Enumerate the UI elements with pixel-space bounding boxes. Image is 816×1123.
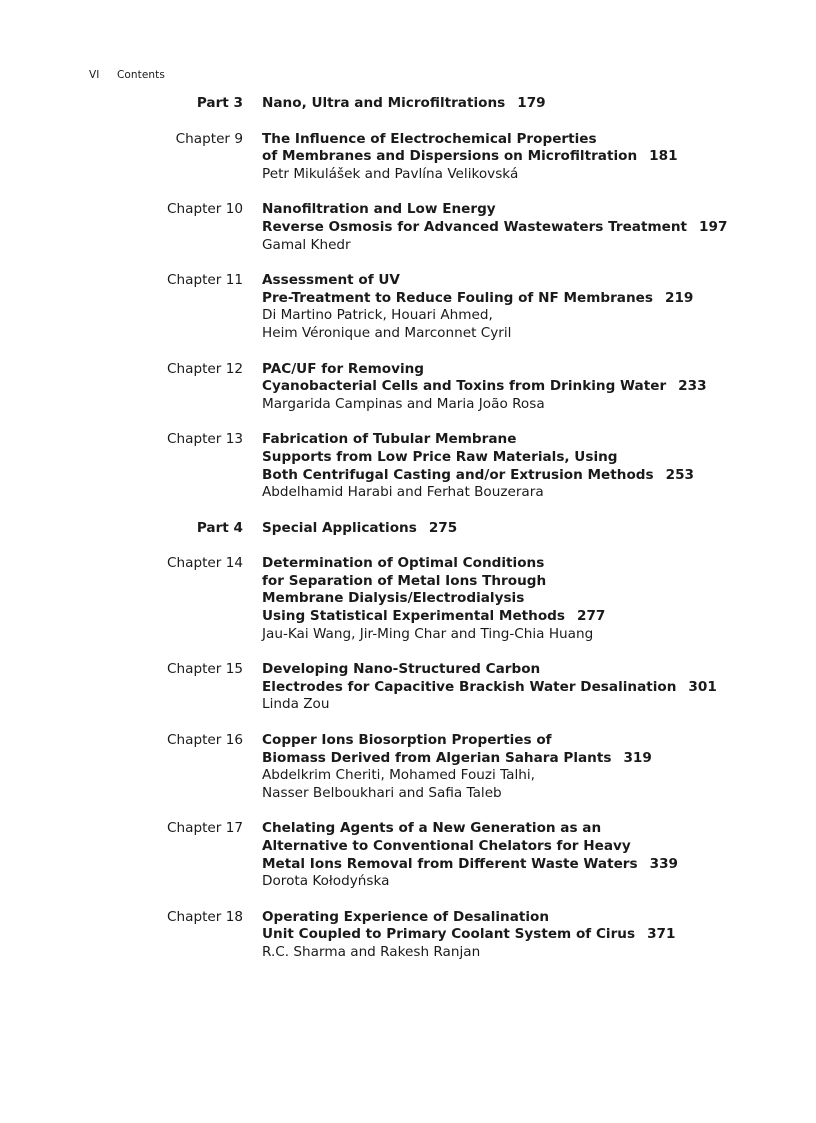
entry-title-text: Both Centrifugal Casting and/or Extrusion Methods [262,466,654,483]
entry-body [262,520,782,538]
entry-title-text: Electrodes for Capacitive Brackish Water Desalination [262,678,677,695]
entry-body [262,95,782,113]
entry-title-line [262,148,782,166]
entry-title-line [262,926,782,944]
entry-title-text: Supports from Low Price Raw Materials, Using [262,448,618,465]
chapter-label: Chapter 11 [167,272,243,289]
chapter-label: Chapter 17 [167,820,243,837]
toc-chapter-entry[interactable] [0,909,816,962]
entry-body [262,732,782,802]
toc-part-entry[interactable] [0,520,816,538]
entry-title-line [262,820,782,838]
entry-authors: Dorota Kołodyńska [262,873,390,890]
chapter-label: Chapter 13 [167,431,243,448]
chapter-label: Chapter 14 [167,555,243,572]
entry-title-line [262,838,782,856]
entry-title-line [262,732,782,750]
entry-title-line [262,573,782,591]
entry-authors: Gamal Khedr [262,236,351,253]
entry-title-line [262,590,782,608]
entry-title-line [262,290,782,308]
entry-title-line [262,750,782,768]
entry-title-line [262,431,782,449]
entry-title-line [262,361,782,379]
entry-title-text: Cyanobacterial Cells and Toxins from Drinking Water [262,378,667,395]
page-number[interactable]: 253 [665,466,695,483]
entry-authors: Linda Zou [262,696,330,713]
entry-title-line [262,219,782,237]
toc-chapter-entry[interactable] [0,661,816,714]
entry-title-line [262,679,782,697]
page-number[interactable]: 339 [649,855,678,872]
entry-authors: Abdelkrim Cheriti, Mohamed Fouzi Talhi, [262,767,536,784]
entry-title-text: Alternative to Conventional Chelators for Heavy [262,838,631,854]
page-number[interactable]: 371 [647,926,676,943]
entry-title-text: Developing Nano-Structured Carbon [262,661,541,678]
entry-authors: R.C. Sharma and Rakesh Ranjan [262,943,481,960]
page-number[interactable]: 219 [664,289,694,306]
entry-title-text: of Membranes and Dispersions on Microfiltration [262,148,638,165]
entry-body [262,201,782,254]
running-head-title: Contents [116,69,165,81]
toc-chapter-entry[interactable] [0,820,816,890]
chapter-label: Chapter 9 [175,130,243,147]
entry-title-text: PAC/UF for Removing [262,360,425,377]
chapter-label: Chapter 10 [167,201,243,218]
entry-body [262,909,782,962]
entry-title-line [262,449,782,467]
entry-title-text: Operating Experience of Desalination [262,908,550,925]
entry-title-line [262,378,782,396]
entry-title-text: Special Applications [262,519,417,536]
page-number[interactable]: 275 [428,519,458,536]
entry-body [262,431,782,501]
toc-chapter-entry[interactable] [0,732,816,802]
toc-part-entry[interactable] [0,95,816,113]
entry-authors: Margarida Campinas and Maria João Rosa [262,395,545,412]
entry-title-text: Nano, Ultra and Microfiltrations [262,95,506,111]
page-number[interactable]: 319 [623,749,652,766]
toc-chapter-entry[interactable] [0,555,816,643]
entry-authors: Abdelhamid Harabi and Ferhat Bouzerara [262,484,544,501]
toc-chapter-entry[interactable] [0,272,816,342]
entry-title-text: Using Statistical Experimental Methods [262,608,565,625]
entry-title-text: Membrane Dialysis/Electrodialysis [262,590,525,607]
entry-title-text: Determination of Optimal Conditions [262,555,545,572]
entry-title-line [262,555,782,573]
running-head [89,69,165,81]
page-number[interactable]: 197 [699,218,728,235]
entry-title-line [262,95,782,113]
entry-title-text: Metal Ions Removal from Different Waste Waters [262,855,638,872]
entry-body [262,272,782,342]
page-number[interactable]: 301 [688,678,717,695]
entry-body [262,820,782,890]
entry-body [262,661,782,714]
entry-authors: Di Martino Patrick, Houari Ahmed, [262,307,493,324]
entry-authors: Heim Véronique and Marconnet Cyril [262,324,512,341]
toc-chapter-entry[interactable] [0,201,816,254]
page-number[interactable]: 181 [649,148,678,165]
chapter-label: Chapter 15 [167,661,243,678]
entry-title-text: Biomass Derived from Algerian Sahara Plants [262,749,612,766]
entry-authors: Nasser Belboukhari and Safia Taleb [262,784,502,801]
entry-title-text: Chelating Agents of a New Generation as an [262,820,602,837]
chapter-label: Chapter 16 [167,732,243,749]
page-folio: VI [89,69,100,81]
chapter-label: Chapter 12 [167,360,243,377]
entry-authors: Jau-Kai Wang, Jir-Ming Char and Ting-Chia Huang [262,625,594,642]
entry-title-line [262,272,782,290]
entry-title-text: The Influence of Electrochemical Properties [262,130,597,147]
entry-title-line [262,909,782,927]
entry-body [262,361,782,414]
entry-authors: Petr Mikulášek and Pavlína Velikovská [262,165,519,182]
entry-title-text: Assessment of UV [262,272,400,289]
toc-chapter-entry[interactable] [0,131,816,184]
entry-title-line [262,661,782,679]
entry-title-text: Nanofiltration and Low Energy [262,201,496,218]
entry-title-text: Pre-Treatment to Reduce Fouling of NF Membranes [262,289,653,306]
entry-title-line [262,856,782,874]
part-label: Part 4 [196,519,243,536]
entry-title-line [262,520,782,538]
chapter-label: Chapter 18 [167,908,243,925]
entry-title-line [262,467,782,485]
entry-title-text: Reverse Osmosis for Advanced Wastewaters Treatment [262,218,688,235]
table-of-contents [0,95,816,980]
entry-title-text: Copper Ions Biosorption Properties of [262,732,552,749]
entry-title-line [262,131,782,149]
entry-body [262,555,782,643]
entry-title-text: for Separation of Metal Ions Through [262,572,547,589]
page-number[interactable]: 233 [678,378,707,395]
entry-title-line [262,201,782,219]
part-label: Part 3 [196,95,243,111]
entry-title-text: Unit Coupled to Primary Coolant System of Cirus [262,926,636,943]
page-number[interactable]: 277 [577,608,606,625]
toc-chapter-entry[interactable] [0,361,816,414]
page-number[interactable]: 179 [517,95,546,111]
entry-body [262,131,782,184]
entry-title-text: Fabrication of Tubular Membrane [262,431,517,448]
entry-title-line [262,608,782,626]
toc-chapter-entry[interactable] [0,431,816,501]
